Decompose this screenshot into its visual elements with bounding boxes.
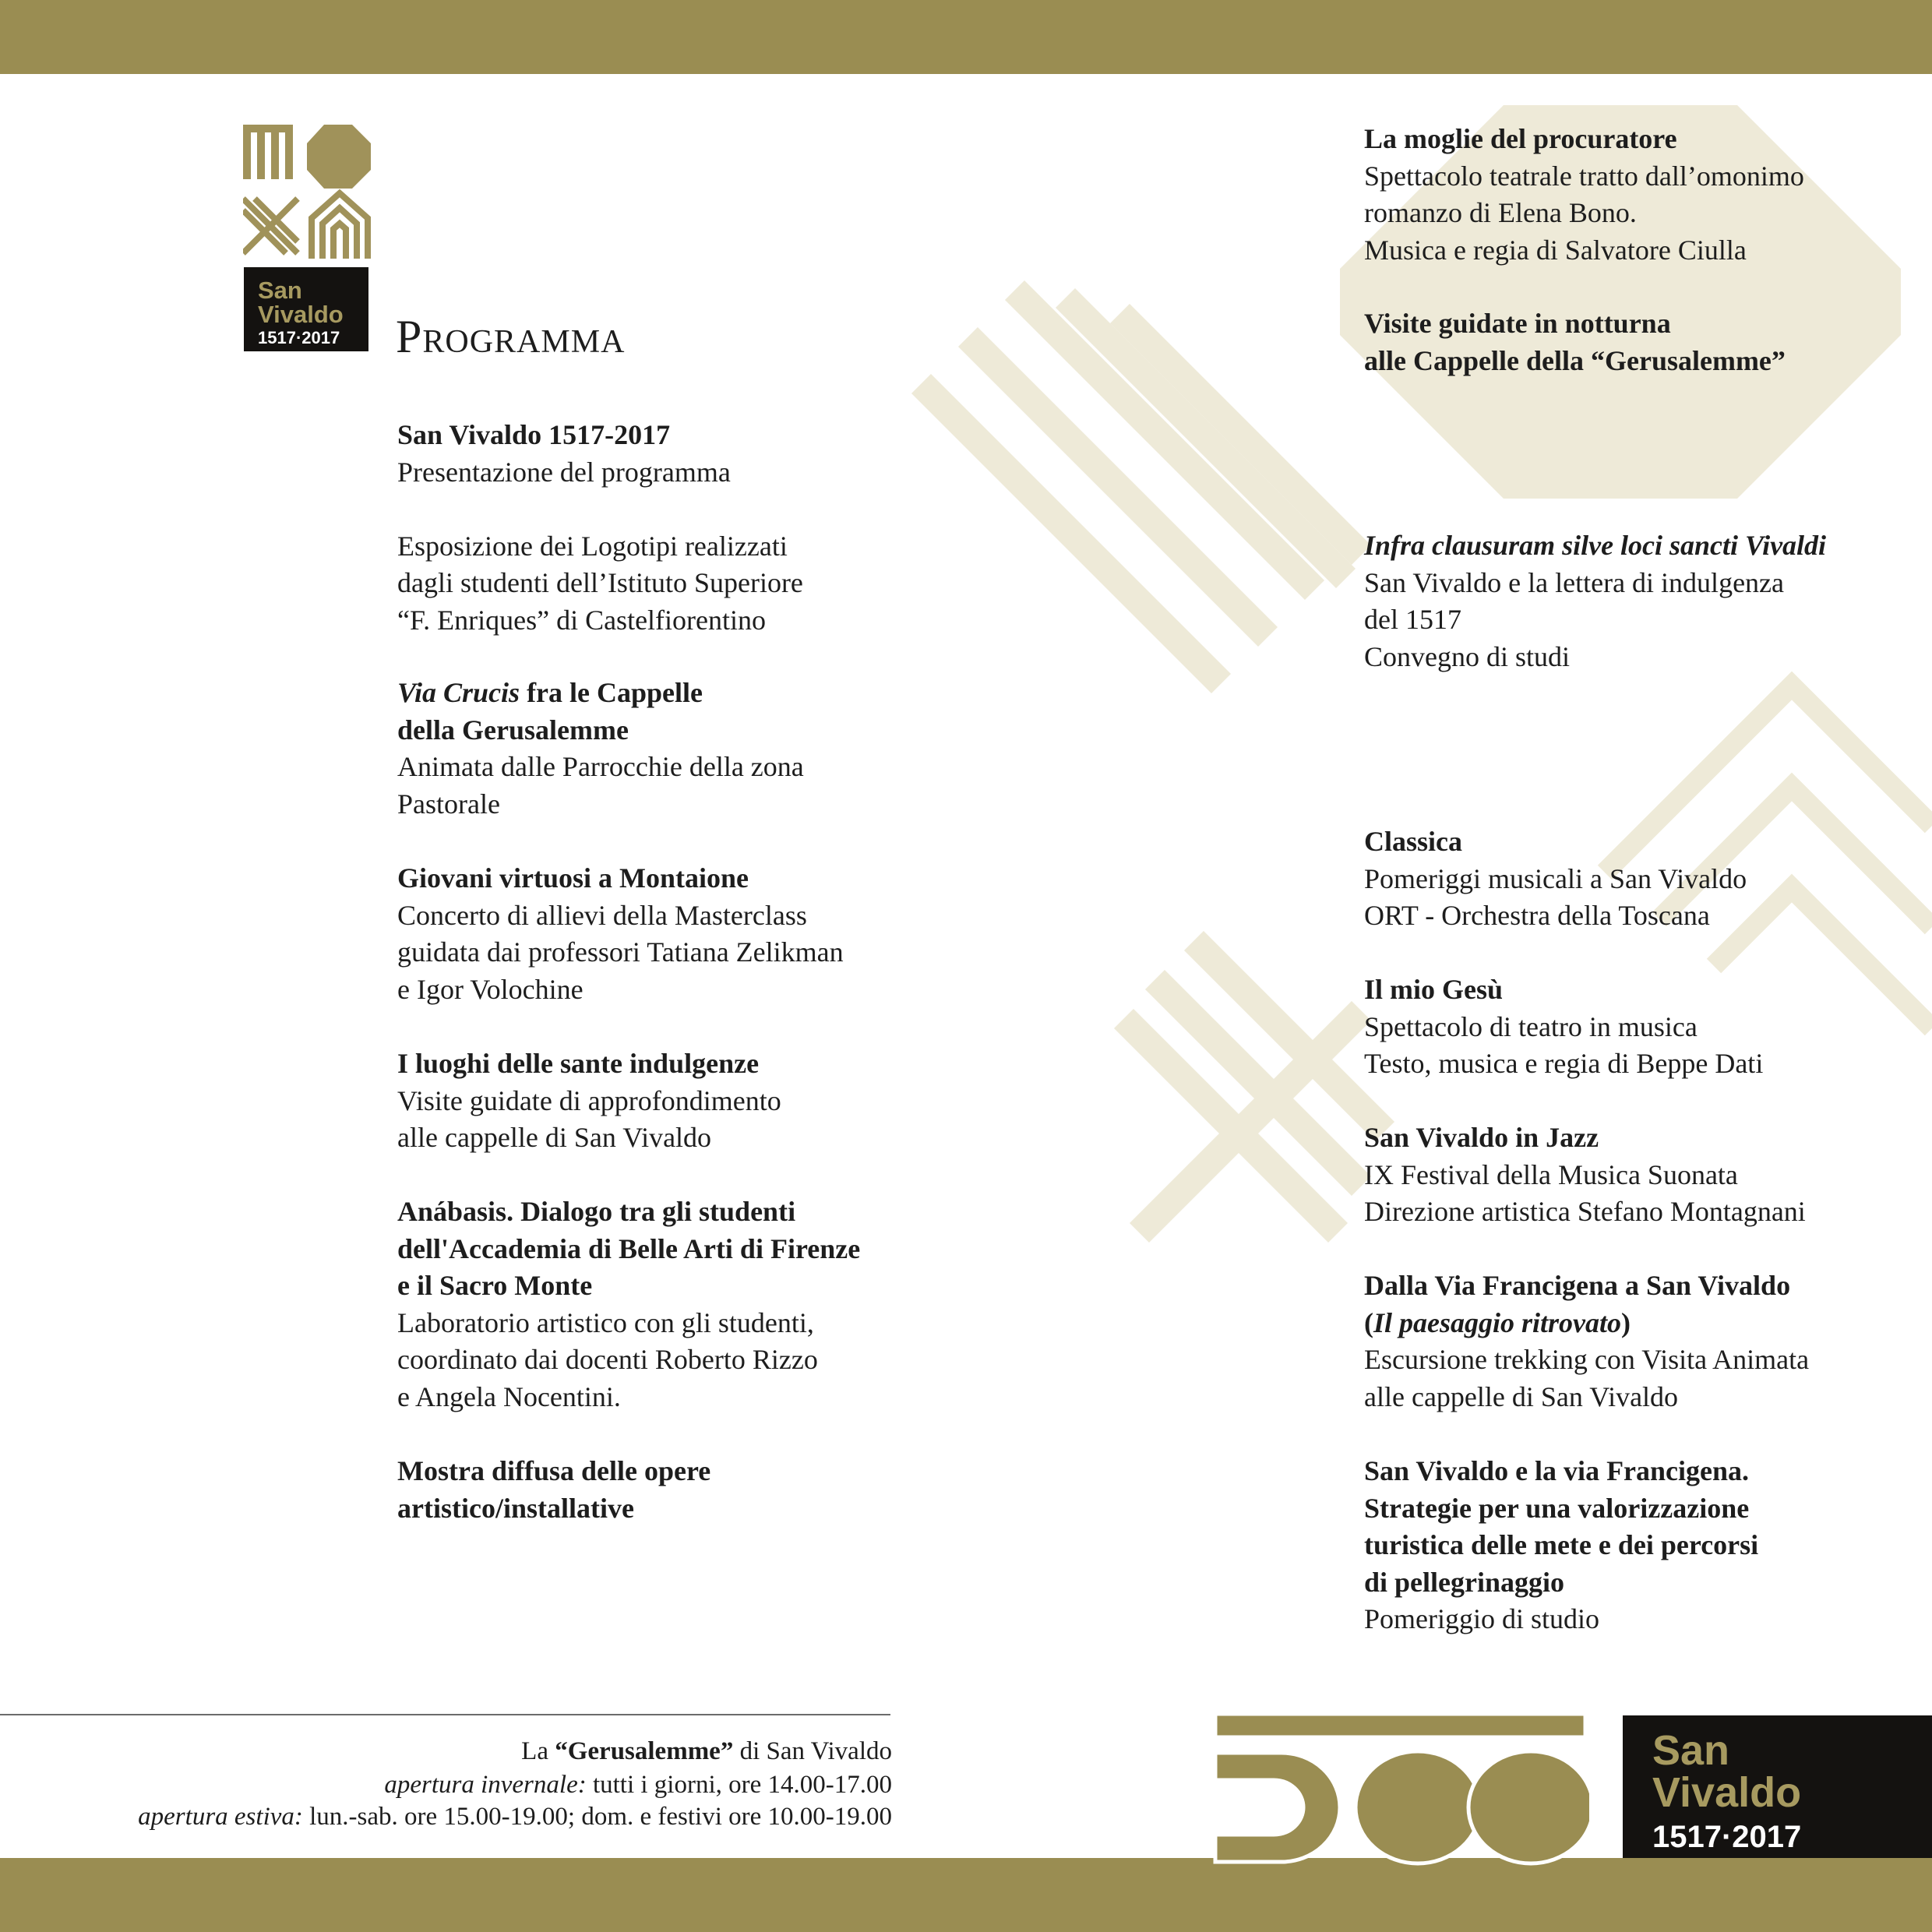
footer-rule (0, 1714, 890, 1715)
event-title: Dalla Via Francigena a San Vivaldo (1364, 1270, 1791, 1301)
event-title: Via Crucis fra le Cappelle (397, 677, 703, 708)
brand-line1: San (1652, 1727, 1730, 1774)
logotype-icon (243, 125, 371, 259)
event-title: Mostra diffusa delle opere (397, 1455, 711, 1486)
event-title: La moglie del procuratore (1364, 123, 1677, 154)
event-title: Classica (1364, 826, 1462, 857)
brand-badge-large (1623, 1715, 1932, 1858)
event-title: Giovani virtuosi a Montaione (397, 862, 749, 894)
event-title: Infra clausuram silve loci sancti Vivaldi (1364, 530, 1827, 561)
footer-line: apertura estiva: lun.-sab. ore 15.00-19.00; dom. e festivi ore 10.00-19.00 (138, 1803, 892, 1831)
cross-watermark (1114, 931, 1394, 1243)
brand-line1: San (258, 277, 302, 304)
stripes-watermark (911, 280, 1371, 693)
page-title: Programma (396, 311, 626, 362)
event-title: San Vivaldo 1517-2017 (397, 419, 671, 450)
brand-line3: 1517·2017 (258, 328, 340, 347)
brand-line2: Vivaldo (1652, 1769, 1802, 1816)
event-title: San Vivaldo in Jazz (1364, 1122, 1599, 1153)
brand-line3: 1517·2017 (1652, 1820, 1802, 1854)
event-title: San Vivaldo e la via Francigena. (1364, 1455, 1750, 1486)
event-title: Il mio Gesù (1364, 974, 1504, 1005)
brand-line2: Vivaldo (258, 301, 344, 328)
event-title: Visite guidate in notturna (1364, 308, 1671, 339)
anniversary-500-icon (1204, 1710, 1589, 1870)
footer-line: apertura invernale: tutti i giorni, ore 14.00-17.00 (384, 1771, 892, 1799)
brand-badge-small (244, 267, 368, 351)
event-title: I luoghi delle sante indulgenze (397, 1048, 760, 1079)
footer-line: La “Gerusalemme” di San Vivaldo (521, 1737, 892, 1765)
event-title: Anábasis. Dialogo tra gli studenti (397, 1196, 796, 1227)
